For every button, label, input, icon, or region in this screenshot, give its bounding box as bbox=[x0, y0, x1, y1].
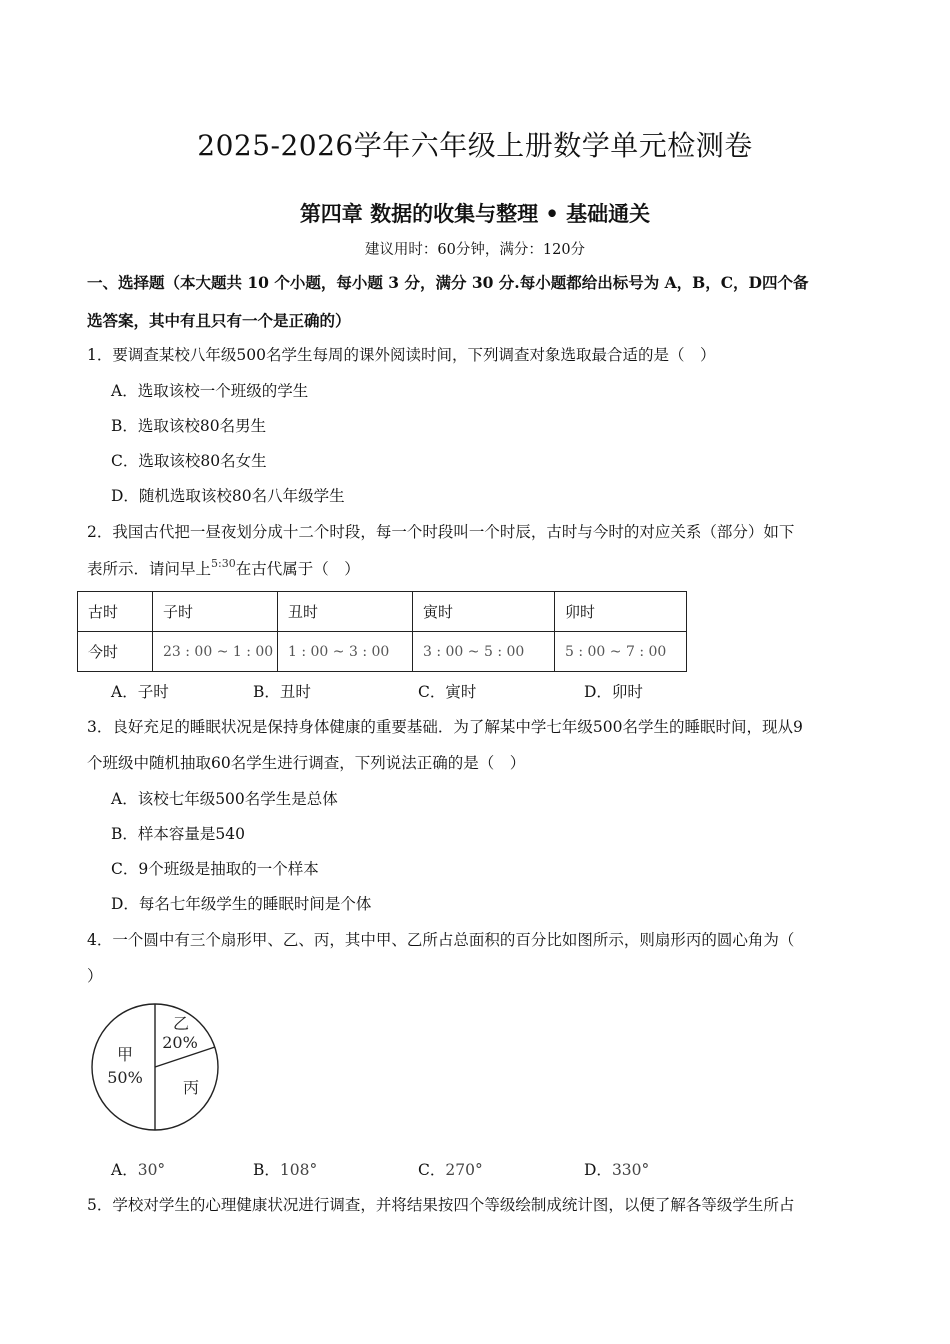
q2-stem-line2 bbox=[87, 558, 360, 582]
table-cell: 古时 bbox=[78, 592, 153, 632]
time-correspondence-table bbox=[77, 591, 687, 672]
chapter-subtitle: 第四章 数据的收集与整理 • 基础通关 bbox=[299, 201, 651, 226]
time-info: 建议用时：60分钟，满分：120分 bbox=[364, 242, 586, 258]
pie-label-yi-pct: 20% bbox=[162, 1033, 198, 1052]
q4-option-a-value: 30° bbox=[137, 1161, 166, 1179]
table-row bbox=[78, 632, 687, 672]
q4-option-b bbox=[253, 1158, 317, 1180]
q2-option-d: D．卯时 bbox=[584, 683, 643, 701]
q3-stem-line1: 3．良好充足的睡眠状况是保持身体健康的重要基础．为了解某中学七年级500名学生的睡眠时间，现从9 bbox=[87, 718, 803, 736]
q3-option-a: A．该校七年级500名学生是总体 bbox=[111, 790, 338, 808]
table-cell: 丑时 bbox=[278, 592, 413, 632]
pie-label-jia-pct: 50% bbox=[107, 1068, 143, 1087]
table-cell: 寅时 bbox=[413, 592, 555, 632]
q1-option-c: C．选取该校80名女生 bbox=[111, 452, 267, 470]
q2-option-b: B．丑时 bbox=[253, 683, 311, 701]
q3-stem-line2: 个班级中随机抽取60名学生进行调查，下列说法正确的是（ ） bbox=[87, 754, 526, 772]
q4-option-d-letter: D． bbox=[584, 1161, 612, 1179]
q3-option-d: D．每名七年级学生的睡眠时间是个体 bbox=[111, 895, 372, 913]
table-cell: 23 : 00 ~ 1 : 00 bbox=[153, 632, 278, 672]
q1-option-d: D．随机选取该校80名八年级学生 bbox=[111, 487, 345, 505]
table-cell: 卯时 bbox=[555, 592, 687, 632]
q5-stem-line1: 5．学校对学生的心理健康状况进行调查，并将结果按四个等级绘制成统计图，以便了解各等级学生所占 bbox=[87, 1196, 795, 1214]
q4-option-c bbox=[418, 1158, 483, 1180]
q4-option-d-value: 330° bbox=[611, 1161, 650, 1179]
section-heading-line1: 一、选择题（本大题共 10 个小题，每小题 3 分，满分 30 分.每小题都给出标号为 A，B，C，D四个备 bbox=[87, 273, 809, 292]
table-cell: 5 : 00 ~ 7 : 00 bbox=[555, 632, 687, 672]
table-row bbox=[78, 592, 687, 632]
page-title: 2025-2026学年六年级上册数学单元检测卷 bbox=[197, 129, 753, 162]
section-heading-line2: 选答案，其中有且只有一个是正确的） bbox=[87, 311, 351, 330]
q1-option-b: B．选取该校80名男生 bbox=[111, 417, 267, 435]
table-cell: 子时 bbox=[153, 592, 278, 632]
q1-stem: 1．要调查某校八年级500名学生每周的课外阅读时间，下列调查对象选取最合适的是（ ） bbox=[87, 346, 716, 364]
table-cell: 3 : 00 ~ 5 : 00 bbox=[413, 632, 555, 672]
q2-stem-line1: 2．我国古代把一昼夜划分成十二个时段，每一个时段叫一个时辰，古时与今时的对应关系（部分）如下 bbox=[87, 523, 795, 541]
q4-stem-line2: ） bbox=[87, 967, 103, 985]
sector-pie-figure bbox=[86, 1001, 236, 1141]
q3-option-c: C．9个班级是抽取的一个样本 bbox=[111, 860, 319, 878]
table-cell: 今时 bbox=[78, 632, 153, 672]
q4-option-c-letter: C． bbox=[418, 1161, 446, 1179]
q4-option-a-letter: A． bbox=[111, 1161, 138, 1179]
pie-label-jia: 甲 bbox=[116, 1045, 134, 1064]
q2-stem-pre: 表所示．请问早上 bbox=[87, 560, 212, 578]
q4-stem-line1: 4．一个圆中有三个扇形甲、乙、丙，其中甲、乙所占总面积的百分比如图所示，则扇形丙的圆心角为（ bbox=[87, 931, 795, 949]
q4-option-c-value: 270° bbox=[445, 1161, 483, 1179]
q2-option-c: C．寅时 bbox=[418, 683, 477, 701]
q1-option-a: A．选取该校一个班级的学生 bbox=[111, 382, 309, 400]
q2-stem-post: 在古代属于（ ） bbox=[235, 560, 360, 578]
q4-option-a bbox=[111, 1158, 165, 1180]
q2-stem-time: 5:30 bbox=[211, 557, 236, 570]
q4-option-d bbox=[584, 1158, 649, 1180]
q3-option-b: B．样本容量是540 bbox=[111, 825, 245, 843]
q4-option-b-value: 108° bbox=[279, 1161, 318, 1179]
q2-option-a: A．子时 bbox=[111, 683, 169, 701]
pie-label-yi: 乙 bbox=[172, 1014, 190, 1033]
pie-label-bing: 丙 bbox=[182, 1078, 200, 1097]
table-cell: 1 : 00 ~ 3 : 00 bbox=[278, 632, 413, 672]
q4-option-b-letter: B． bbox=[253, 1161, 280, 1179]
